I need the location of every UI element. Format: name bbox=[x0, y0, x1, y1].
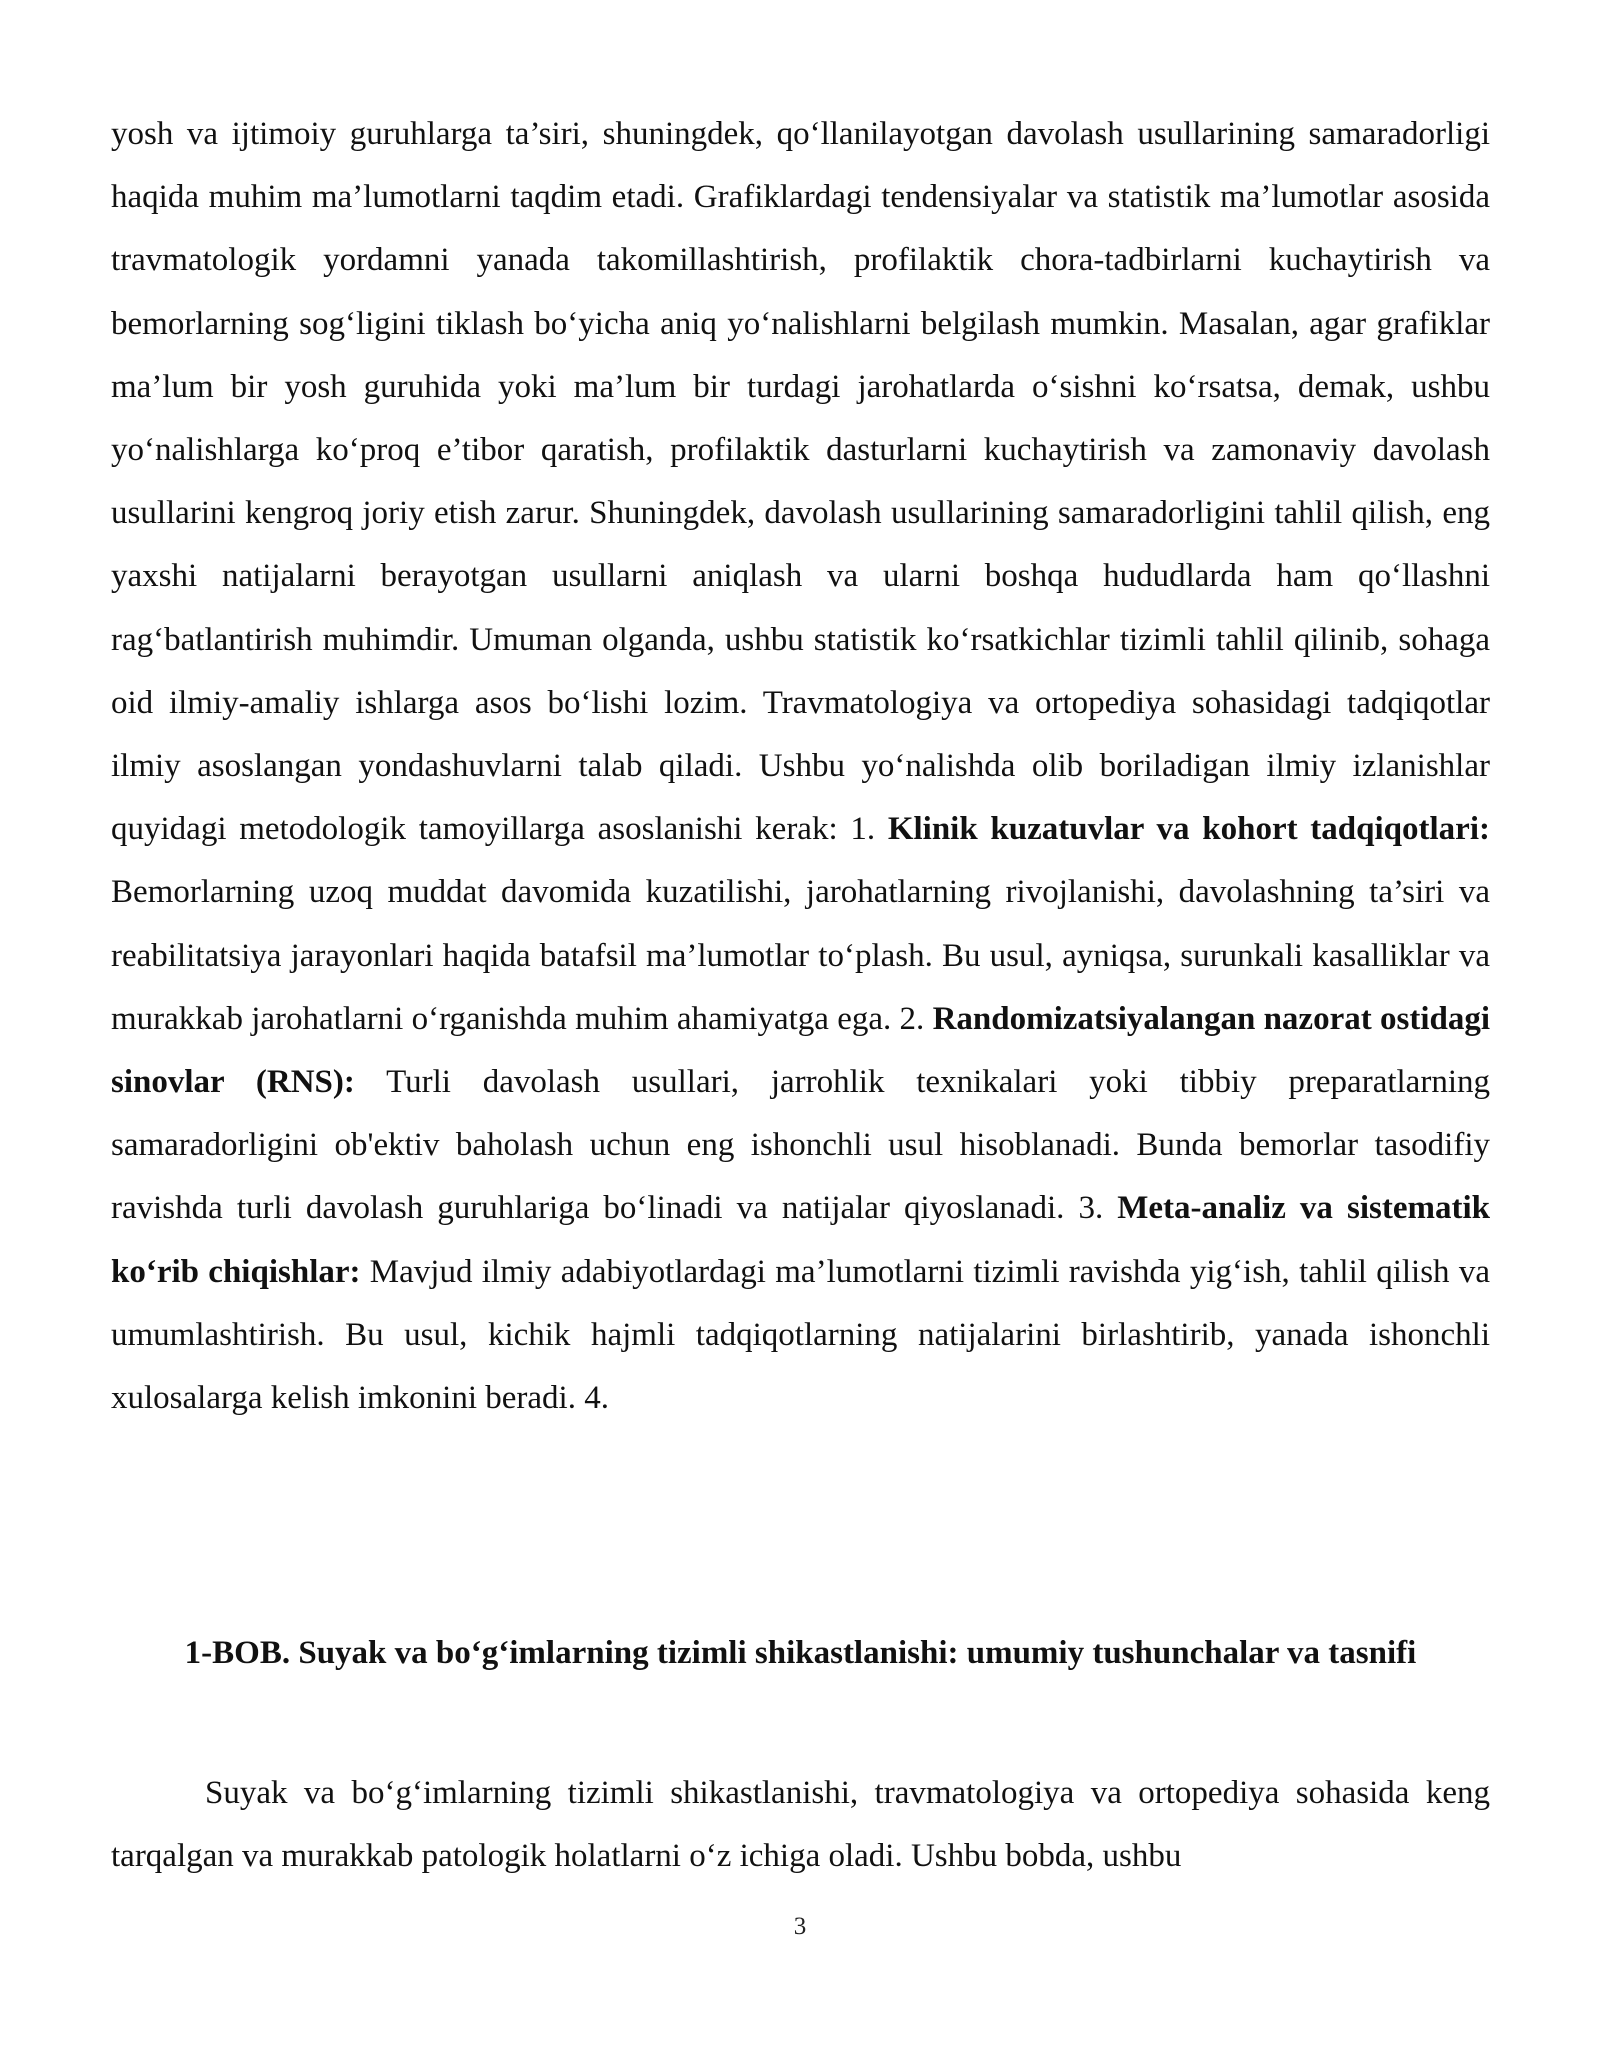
chapter-intro-paragraph: Suyak va bo‘g‘imlarning tizimli shikastlanishi, travmatologiya va ortopediya sohasida keng tarqalgan va murakkab patologik holatlarni o‘z ichiga oladi. Ushbu bobda, ushbu bbox=[111, 1775, 1490, 1875]
bold-term-clinical-observations: Klinik kuzatuvlar va kohort tadqiqotlari: bbox=[887, 811, 1490, 848]
page-number: 3 bbox=[793, 1913, 807, 1940]
paragraph-text-1: Bemorlarning uzoq muddat davomida kuzatilishi, jarohatlarning rivojlanishi, davolashning ta’siri va reabilitatsiya jarayonlari haqida batafsil ma’lumotlar to‘plash. Bu usul, ayniqsa, surunkali kasalliklar va murakkab jarohatlarni o‘rganishda muhim ahamiyatga ega. 2. bbox=[111, 874, 1490, 1037]
chapter-heading: 1-BOB. Suyak va bo‘g‘imlarning tizimli shikastlanishi: umumiy tushunchalar va tasnifi bbox=[184, 1635, 1417, 1671]
paragraph-text-2: Turli davolash usullari, jarrohlik texnikalari yoki tibbiy preparatlarning samaradorligini ob'ektiv baholash uchun eng ishonchli usul hisoblanadi. Bunda bemorlar tasodifiy ravishda turli davolash guruhlariga bo‘linadi va natijalar qiyoslanadi. 3. bbox=[111, 1064, 1490, 1227]
bold-term-meta-analysis: Meta-analiz va sistematik ko‘rib chiqishlar: bbox=[111, 1190, 1490, 1290]
bold-term-randomized-trials: Randomizatsiyalangan nazorat ostidagi sinovlar (RNS): bbox=[111, 1000, 1491, 1101]
body-paragraph bbox=[111, 103, 1490, 1430]
paragraph-intro-text: yosh va ijtimoiy guruhlarga ta’siri, shuningdek, qo‘llanilayotgan davolash usullarining samaradorligi haqida muhim ma’lumotlarni taqdim etadi. Grafiklardagi tendensiyalar va statistik ma’lumotlar asosida travmatologik yordamni yanada takomillashtirish, profilaktik chora-tadbirlarni kuchaytirish va bemorlarning sog‘ligini tiklash bo‘yicha aniq yo‘nalishlarni belgilash mumkin. Masalan, agar grafiklar ma’lum bir yosh guruhida yoki ma’lum bir turdagi jarohatlarda o‘sishni ko‘rsatsa, demak, ushbu yo‘nalishlarga ko‘proq e’tibor qaratish, profilaktik dasturlarni kuchaytirish va zamonaviy davolash usullarini kengroq joriy etish zarur. Shuningdek, davolash usullarining samaradorligini tahlil qilish, eng yaxshi natijalarni berayotgan usullarni aniqlash va ularni boshqa hududlarda ham qo‘llashni rag‘batlantirish muhimdir. Umuman olganda, ushbu statistik ko‘rsatkichlar tizimli tahlil qilinib, sohaga oid ilmiy-amaliy ishlarga asos bo‘lishi lozim. Travmatologiya va ortopediya sohasidagi tadqiqotlar ilmiy asoslangan yondashuvlarni talab qiladi. Ushbu yo‘nalishda olib boriladigan ilmiy izlanishlar quyidagi metodologik tamoyillarga asoslanishi kerak: 1. bbox=[111, 116, 1490, 848]
paragraph-text-3: Mavjud ilmiy adabiyotlardagi ma’lumotlarni tizimli ravishda yig‘ish, tahlil qilish va umumlashtirish. Bu usul, kichik hajmli tadqiqotlarning natijalarini birlashtirib, yanada ishonchli xulosalarga kelish imkonini beradi. 4. bbox=[111, 1253, 1490, 1417]
